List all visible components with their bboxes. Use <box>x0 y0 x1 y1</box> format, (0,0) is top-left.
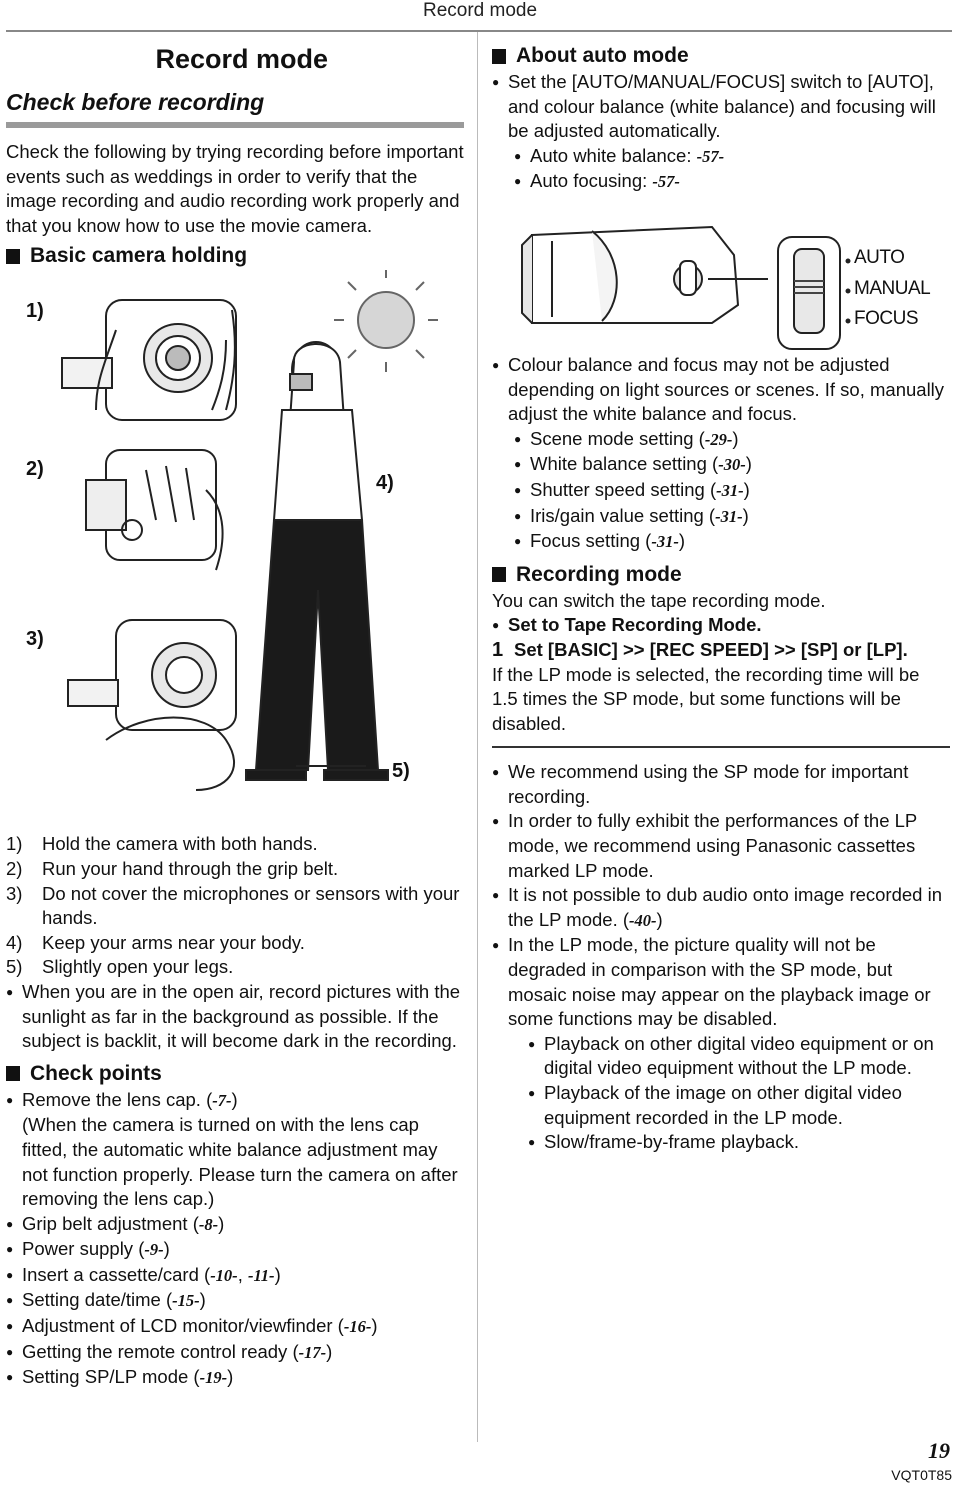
check-item-lens-cap: ● Remove the lens cap. (-7-) <box>6 1088 466 1114</box>
manual-setting-item: ● Focus setting (-31-) <box>492 529 950 555</box>
fig-label-5: 5) <box>392 760 410 783</box>
notes-rule <box>492 746 950 748</box>
fig-label-1: 1) <box>26 300 44 323</box>
running-header: Record mode <box>422 0 538 21</box>
sun-icon <box>334 270 438 372</box>
section-square-icon <box>6 249 20 264</box>
switch-label-manual: MANUAL <box>854 277 931 299</box>
basic-holding-heading-text: Basic camera holding <box>30 244 248 268</box>
manual-setting-item: ● White balance setting (-30-) <box>492 452 950 478</box>
section-square-icon <box>492 567 506 582</box>
check-item: ● Power supply (-9-) <box>6 1237 466 1263</box>
check-points-heading <box>6 1060 466 1088</box>
auto-mode-sub: ● Auto white balance: -57- <box>492 144 950 170</box>
left-column <box>6 32 466 1432</box>
auto-mode-note: ● Colour balance and focus may not be adjusted depending on light sources or scenes. If so, manually adjust the white balance and focus. <box>492 353 950 427</box>
lens-cap-note: (When the camera is turned on with the lens cap fitted, the automatic white balance adjustment may not function properly. Please turn the camera on after removing the lens cap.) <box>22 1114 458 1210</box>
fig-label-4: 4) <box>376 472 394 495</box>
lp-note-sub: ● Playback of the image on other digital video equipment recorded in the LP mode. <box>492 1081 950 1130</box>
manual-setting-item: ● Iris/gain value setting (-31-) <box>492 504 950 530</box>
section-square-icon <box>6 1066 20 1081</box>
holding-step: 4) Keep your arms near your body. <box>6 931 305 953</box>
intro-paragraph: Check the following by trying recording before important events such as weddings in order to verify that the image recording and audio recording work properly and that you know how to use the movie camera. <box>6 141 464 236</box>
holding-drawing-2 <box>86 450 223 570</box>
title-rule <box>6 122 464 128</box>
holding-step: 2) Run your hand through the grip belt. <box>6 857 339 879</box>
tape-recording-mode-bullet: ● Set to Tape Recording Mode. <box>492 613 950 638</box>
check-item: ● Setting date/time (-15-) <box>6 1288 466 1314</box>
check-item: ● Insert a cassette/card (-10-, -11-) <box>6 1263 466 1289</box>
check-item: ● Adjustment of LCD monitor/viewfinder (-16-) <box>6 1314 466 1340</box>
holding-drawing-1 <box>62 300 236 420</box>
check-points-heading-text: Check points <box>30 1061 162 1085</box>
switch-label-focus: FOCUS <box>854 307 918 329</box>
manual-setting-item: ● Shutter speed setting (-31-) <box>492 478 950 504</box>
standing-person-drawing <box>246 342 388 780</box>
auto-mode-sub: ● Auto focusing: -57- <box>492 169 950 195</box>
sunlight-note: ● When you are in the open air, record pictures with the sunlight as far in the background as possible. If the subject is backlit, it will become dark in the recording. <box>6 980 466 1054</box>
fig-label-3: 3) <box>26 628 44 651</box>
holding-drawing-3 <box>68 620 236 790</box>
holding-step: 3) Do not cover the microphones or sensors with your hands. <box>6 882 460 929</box>
recording-mode-heading-text: Recording mode <box>516 562 682 586</box>
document-code: VQT0T85 <box>891 1467 952 1483</box>
lp-note: ● In the LP mode, the picture quality will not be degraded in comparison with the SP mode, but mosaic noise may appear on the playback image or some functions may be disabled. <box>492 933 950 1031</box>
camera-holding-illustration <box>6 270 466 830</box>
manual-setting-item: ● Scene mode setting (-29-) <box>492 427 950 453</box>
lp-note: ● It is not possible to dub audio onto image recorded in the LP mode. (-40-) <box>492 883 950 933</box>
section-title-check-before-recording: Check before recording <box>6 89 265 115</box>
recording-mode-step-1: 1 Set [BASIC] >> [REC SPEED] >> [SP] or [LP]. <box>492 638 908 661</box>
check-item: ● Grip belt adjustment (-8-) <box>6 1212 466 1238</box>
holding-steps-list <box>6 832 466 980</box>
page-title: Record mode <box>155 44 328 74</box>
fig-label-2: 2) <box>26 458 44 481</box>
section-square-icon <box>492 49 506 64</box>
lp-note: ● We recommend using the SP mode for important recording. <box>492 760 950 809</box>
recording-mode-intro: You can switch the tape recording mode. <box>492 589 826 611</box>
camera-holding-figure <box>6 270 466 830</box>
auto-manual-switch-figure <box>492 195 950 353</box>
switch-label-auto: AUTO <box>854 246 905 268</box>
lp-mode-explanation: If the LP mode is selected, the recording time will be 1.5 times the SP mode, but some functions will be disabled. <box>492 663 920 734</box>
page-number: 19 <box>928 1438 950 1463</box>
right-column <box>492 32 950 1432</box>
recording-mode-heading <box>492 561 950 589</box>
basic-holding-heading <box>6 242 466 270</box>
lp-note: ● In order to fully exhibit the performances of the LP mode, we recommend using Panasonic cassettes marked LP mode. <box>492 809 950 883</box>
auto-mode-heading <box>492 42 950 70</box>
holding-step: 5) Slightly open your legs. <box>6 956 234 978</box>
lp-note-sub: ● Slow/frame-by-frame playback. <box>492 1130 950 1155</box>
check-item: ● Getting the remote control ready (-17-) <box>6 1340 466 1366</box>
holding-step: 1) Hold the camera with both hands. <box>6 833 318 855</box>
auto-mode-heading-text: About auto mode <box>516 44 689 67</box>
lp-note-sub: ● Playback on other digital video equipment or on digital video equipment without the LP mode. <box>492 1032 950 1081</box>
auto-mode-bullet: ● Set the [AUTO/MANUAL/FOCUS] switch to [AUTO], and colour balance (white balance) and focusing will be adjusted automatically. <box>492 70 950 144</box>
column-divider <box>477 32 478 1442</box>
check-item: ● Setting SP/LP mode (-19-) <box>6 1365 466 1391</box>
